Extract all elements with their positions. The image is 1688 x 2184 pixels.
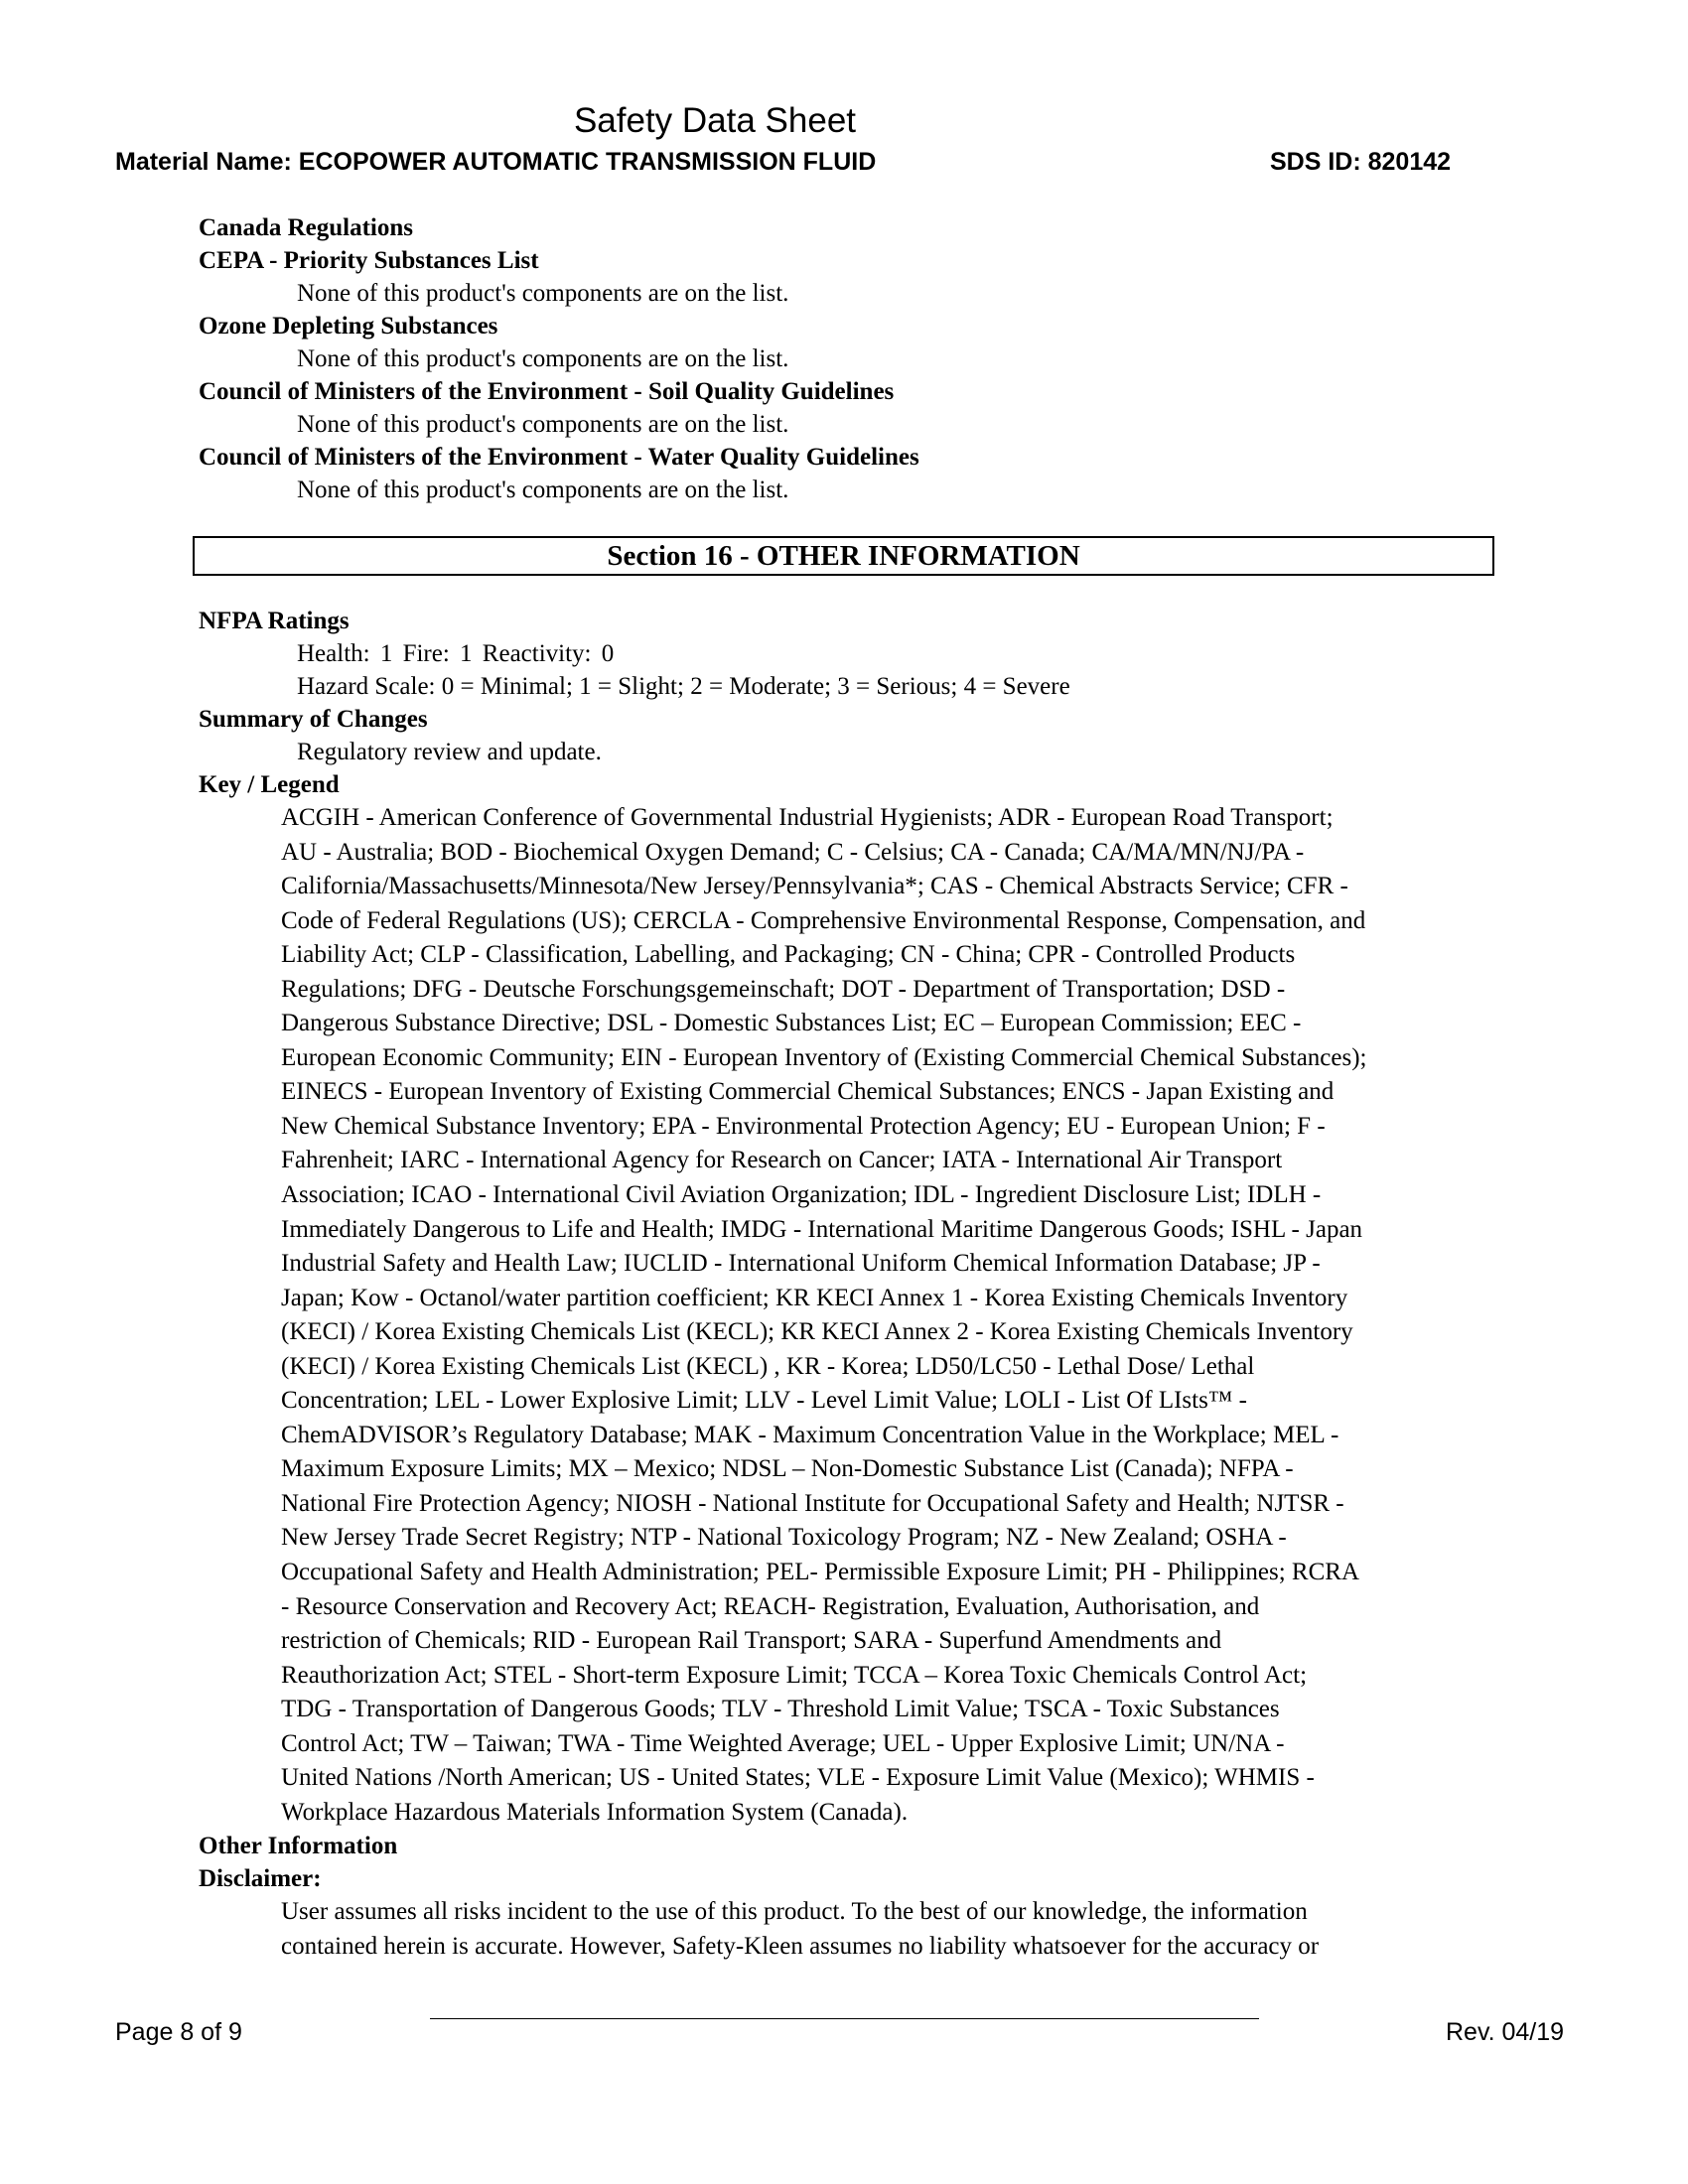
page-number: Page 8 of 9 bbox=[115, 2018, 242, 2046]
key-legend-heading: Key / Legend bbox=[199, 771, 340, 798]
ozone-text: None of this product's components are on the list. bbox=[297, 345, 789, 372]
key-legend-line: European Economic Community; EIN - European Inventory of (Existing Commercial Chemical Substances); bbox=[281, 1043, 1367, 1071]
key-legend-line: TDG - Transportation of Dangerous Goods; TLV - Threshold Limit Value; TSCA - Toxic Substances bbox=[281, 1696, 1280, 1723]
disclaimer-heading: Disclaimer: bbox=[199, 1865, 322, 1893]
document-title: Safety Data Sheet bbox=[573, 101, 857, 140]
soil-quality-heading: Council of Ministers of the Environment - Soil Quality Guidelines bbox=[199, 378, 895, 405]
section-16-title: Section 16 - OTHER INFORMATION bbox=[193, 536, 1494, 576]
key-legend-line: Regulations; DFG - Deutsche Forschungsgemeinschaft; DOT - Department of Transportation; DSD - bbox=[281, 975, 1286, 1003]
soil-quality-text: None of this product's components are on the list. bbox=[297, 411, 789, 438]
key-legend-line: AU - Australia; BOD - Biochemical Oxygen Demand; C - Celsius; CA - Canada; CA/MA/MN/NJ/PA - bbox=[281, 838, 1305, 866]
water-quality-text: None of this product's components are on the list. bbox=[297, 477, 789, 503]
sds-id: SDS ID: 820142 bbox=[1270, 148, 1452, 176]
nfpa-ratings: Health: 1 Fire: 1 Reactivity: 0 bbox=[297, 640, 615, 667]
key-legend-line: United Nations /North American; US - United States; VLE - Exposure Limit Value (Mexico); WHMIS - bbox=[281, 1764, 1315, 1792]
key-legend-line: Liability Act; CLP - Classification, Labelling, and Packaging; CN - China; CPR - Controlled Products bbox=[281, 941, 1296, 969]
key-legend-line: Concentration; LEL - Lower Explosive Limit; LLV - Level Limit Value; LOLI - List Of LIsts™ - bbox=[281, 1387, 1247, 1415]
nfpa-heading: NFPA Ratings bbox=[199, 608, 350, 634]
water-quality-heading: Council of Ministers of the Environment - Water Quality Guidelines bbox=[199, 444, 919, 471]
disclaimer-line: contained herein is accurate. However, Safety-Kleen assumes no liability whatsoever for the accuracy or bbox=[281, 1932, 1320, 1960]
key-legend-line: Code of Federal Regulations (US); CERCLA - Comprehensive Environmental Response, Compensation, and bbox=[281, 906, 1366, 934]
key-legend-line: Fahrenheit; IARC - International Agency for Research on Cancer; IATA - International Air Transport bbox=[281, 1147, 1283, 1174]
key-legend-line: Reauthorization Act; STEL - Short-term Exposure Limit; TCCA – Korea Toxic Chemicals Control Act; bbox=[281, 1661, 1308, 1689]
key-legend-line: (KECI) / Korea Existing Chemicals List (KECL); KR KECI Annex 2 - Korea Existing Chemicals Inventory bbox=[281, 1318, 1353, 1346]
cepa-heading: CEPA - Priority Substances List bbox=[199, 247, 539, 274]
key-legend-line: National Fire Protection Agency; NIOSH - National Institute for Occupational Safety and Health; NJTSR - bbox=[281, 1489, 1344, 1517]
key-legend-line: Dangerous Substance Directive; DSL - Domestic Substances List; EC – European Commission; EEC - bbox=[281, 1010, 1302, 1037]
key-legend-line: New Jersey Trade Secret Registry; NTP - National Toxicology Program; NZ - New Zealand; OSHA - bbox=[281, 1524, 1287, 1552]
canada-regulations bbox=[199, 211, 1499, 506]
key-legend-line: Association; ICAO - International Civil Aviation Organization; IDL - Ingredient Disclosure List; IDLH - bbox=[281, 1181, 1322, 1209]
key-legend-line: New Chemical Substance Inventory; EPA - Environmental Protection Agency; EU - European Union; F - bbox=[281, 1112, 1326, 1140]
key-legend-text bbox=[199, 801, 1499, 1830]
disclaimer-line: User assumes all risks incident to the use of this product. To the best of our knowledge, the information bbox=[281, 1898, 1308, 1926]
key-legend-line: EINECS - European Inventory of Existing Commercial Chemical Substances; ENCS - Japan Existing and bbox=[281, 1078, 1335, 1106]
summary-text: Regulatory review and update. bbox=[297, 739, 602, 765]
section-16-content bbox=[199, 605, 1499, 1965]
hazard-scale: Hazard Scale: 0 = Minimal; 1 = Slight; 2 = Moderate; 3 = Serious; 4 = Severe bbox=[297, 673, 1070, 700]
key-legend-line: California/Massachusetts/Minnesota/New Jersey/Pennsylvania*; CAS - Chemical Abstracts Service; CFR - bbox=[281, 873, 1348, 900]
key-legend-line: Maximum Exposure Limits; MX – Mexico; NDSL – Non-Domestic Substance List (Canada); NFPA - bbox=[281, 1455, 1294, 1483]
cepa-text: None of this product's components are on the list. bbox=[297, 280, 789, 307]
key-legend-line: Industrial Safety and Health Law; IUCLID - International Uniform Chemical Information Database; JP - bbox=[281, 1250, 1321, 1278]
key-legend-line: Control Act; TW – Taiwan; TWA - Time Weighted Average; UEL - Upper Explosive Limit; UN/NA - bbox=[281, 1729, 1285, 1757]
key-legend-line: Japan; Kow - Octanol/water partition coefficient; KR KECI Annex 1 - Korea Existing Chemicals Inventory bbox=[281, 1284, 1348, 1311]
footer-divider bbox=[430, 2018, 1259, 2019]
revision-date: Rev. 04/19 bbox=[1446, 2018, 1565, 2046]
key-legend-line: Workplace Hazardous Materials Information System (Canada). bbox=[281, 1798, 909, 1826]
key-legend-line: restriction of Chemicals; RID - European Rail Transport; SARA - Superfund Amendments and bbox=[281, 1627, 1222, 1655]
key-legend-line: - Resource Conservation and Recovery Act; REACH- Registration, Evaluation, Authorisation, and bbox=[281, 1592, 1260, 1620]
key-legend-line: Occupational Safety and Health Administration; PEL- Permissible Exposure Limit; PH - Philippines; RCRA bbox=[281, 1559, 1359, 1586]
other-information-heading: Other Information bbox=[199, 1833, 398, 1860]
key-legend-line: Immediately Dangerous to Life and Health; IMDG - International Maritime Dangerous Goods; ISHL - Japan bbox=[281, 1215, 1363, 1243]
key-legend-line: ACGIH - American Conference of Governmental Industrial Hygienists; ADR - European Road Transport; bbox=[281, 804, 1334, 831]
summary-heading: Summary of Changes bbox=[199, 706, 428, 733]
material-name: Material Name: ECOPOWER AUTOMATIC TRANSMISSION FLUID bbox=[115, 148, 877, 176]
ozone-heading: Ozone Depleting Substances bbox=[199, 313, 498, 340]
key-legend-line: (KECI) / Korea Existing Chemicals List (KECL) , KR - Korea; LD50/LC50 - Lethal Dose/ Lethal bbox=[281, 1352, 1255, 1380]
disclaimer-text bbox=[199, 1895, 1499, 1964]
canada-regulations-heading: Canada Regulations bbox=[199, 214, 414, 241]
key-legend-line: ChemADVISOR’s Regulatory Database; MAK - Maximum Concentration Value in the Workplace; MEL - bbox=[281, 1421, 1339, 1448]
